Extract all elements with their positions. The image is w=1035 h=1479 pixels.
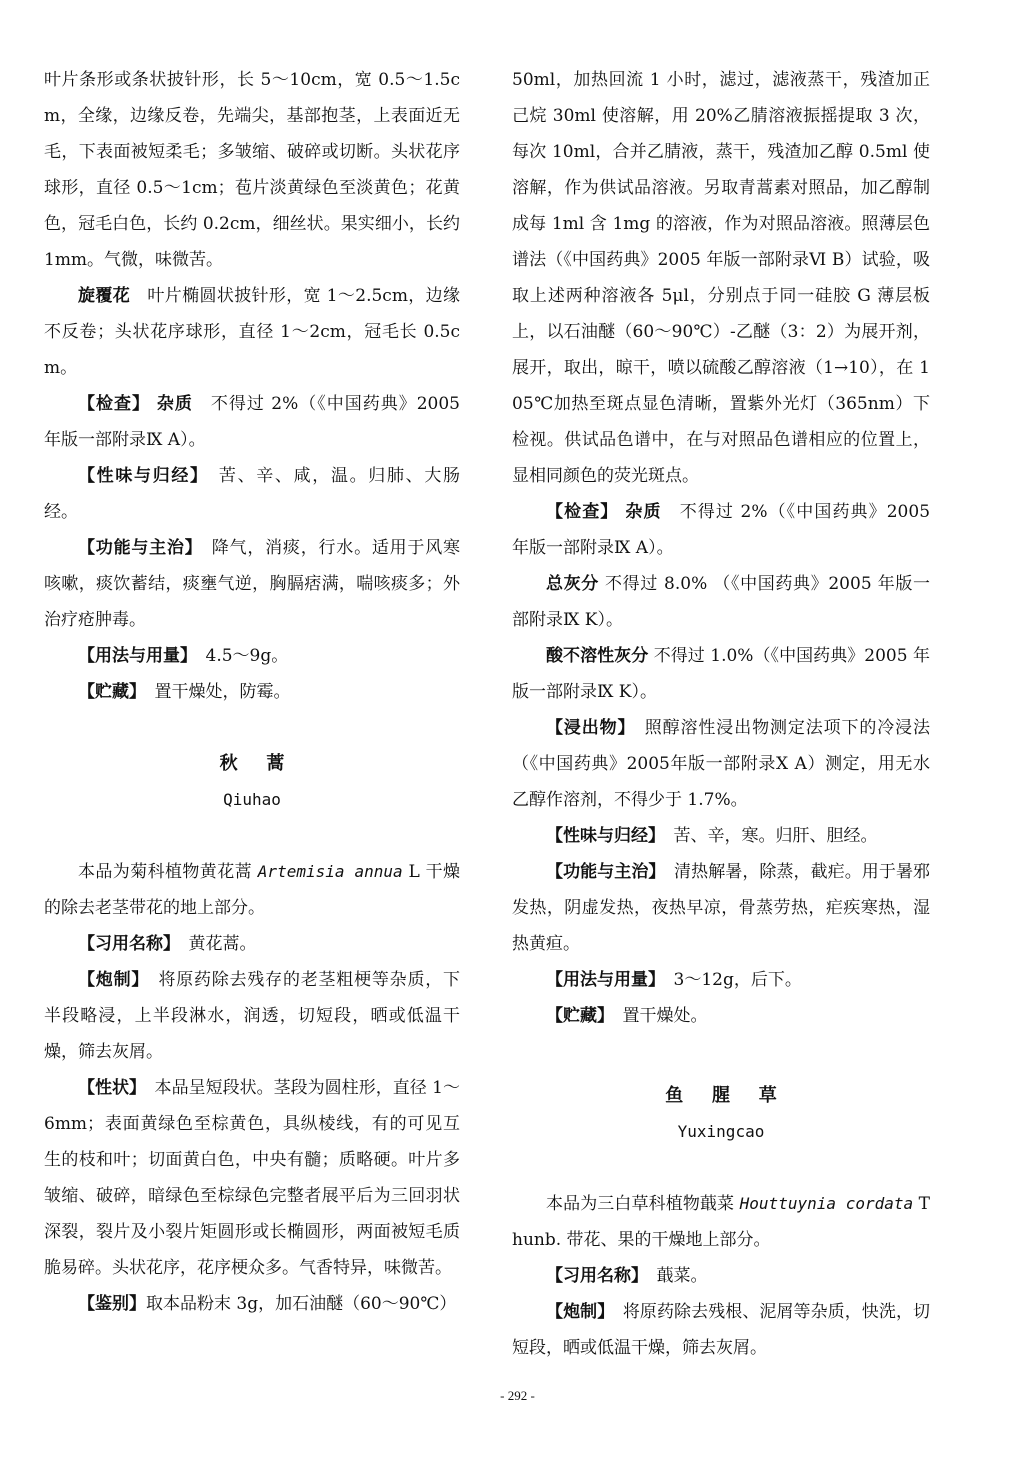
section-function <box>512 854 930 962</box>
paragraph-origin <box>512 1186 930 1258</box>
section-text: 不得过 2%（《中国药典》2005 年版一部附录Ⅸ A）。 <box>44 394 461 450</box>
section-label: 【贮藏】 <box>78 682 138 702</box>
paragraph-identification-continued: 50ml，加热回流 1 小时，滤过，滤液蒸干，残渣加正己烷 30ml 使溶解，用 20%乙腈溶液振摇提取 3 次，每次 10ml，合并乙腈液，蒸干，残渣加乙醇 0.5ml 使溶解，作为供试品溶液。另取青蒿素对照品，加乙醇制成每 1ml 含 1mg 的溶液，作为对照品溶液。照薄层色谱法（《中国药典》2005 年版一部附录Ⅵ B）试验，吸取上述两种溶液各 5μl，分别点于同一硅胶 G 薄层板上，以石油醚（60～90℃）-乙醚（3：2）为展开剂，展开，取出，晾干，喷以硫酸乙醇溶液（1→10），在 105℃加热至斑点显色清晰，置紫外光灯（365nm）下检视。供试品色谱中，在与对照品色谱相应的位置上，显相同颜色的荧光斑点。 <box>512 70 930 486</box>
origin-text: 本品为三白草科植物蕺菜 <box>546 1194 740 1214</box>
origin-text: 本品为菊科植物黄花蒿 <box>78 862 258 882</box>
section-label: 【性状】 <box>78 1078 138 1098</box>
section-text: 置干燥处，防霉。 <box>137 682 291 702</box>
section-text: 本品呈短段状。茎段为圆柱形，直径 1～6mm；表面黄绿色至棕黄色，具纵棱线，有的可见互生的枝和叶；切面黄白色，中央有髓；质略硬。叶片多皱缩、破碎，暗绿色至棕绿色完整者展平后为三回羽状深裂，裂片及小裂片矩圆形或长椭圆形，两面被短毛质脆易碎。头状花序，花序梗众多。气香特异，味微苦。 <box>44 1078 460 1278</box>
entry-pinyin: Yuxingcao <box>677 1122 765 1141</box>
section-storage <box>512 998 930 1034</box>
section-total-ash <box>512 566 930 638</box>
section-taste-meridian <box>44 458 460 530</box>
section-label: 酸不溶性灰分 <box>546 646 649 666</box>
spacer <box>44 818 460 854</box>
latin-name: Houttuynia cordata <box>739 1194 914 1213</box>
spacer <box>512 1034 930 1078</box>
section-text: 黄花蒿。 <box>171 934 257 954</box>
section-common-name <box>44 926 460 962</box>
section-identification <box>44 1286 460 1322</box>
section-storage <box>44 674 460 710</box>
section-dosage <box>44 638 460 674</box>
entry-pinyin: Qiuhao <box>223 790 281 809</box>
section-text: 4.5～9g。 <box>188 646 289 666</box>
section-label: 【检查】 杂质 <box>546 502 662 522</box>
section-label: 【用法与用量】 <box>546 970 657 990</box>
section-text: 苦、辛、咸，温。归肺、大肠经。 <box>44 466 461 522</box>
section-processing <box>44 962 460 1070</box>
term-text: 叶片椭圆状披针形，宽 1～2.5cm，边缘不反卷；头状花序球形，直径 1～2cm，冠毛长 0.5cm。 <box>44 286 461 378</box>
section-text: 不得过 8.0% （《中国药典》2005 年版一部附录Ⅸ K）。 <box>512 574 930 630</box>
spacer <box>512 1150 930 1186</box>
section-label: 【性味与归经】 <box>546 826 657 846</box>
term-label: 旋覆花 <box>78 286 131 306</box>
section-dosage <box>512 962 930 998</box>
right-column <box>512 62 930 1366</box>
section-label: 总灰分 <box>546 574 599 594</box>
section-text: 不得过 2%（《中国药典》2005 年版一部附录Ⅸ A）。 <box>512 502 931 558</box>
section-character <box>44 1070 460 1286</box>
section-label: 【性味与归经】 <box>78 466 201 486</box>
left-column <box>44 62 460 1322</box>
section-label: 【贮藏】 <box>546 1006 606 1026</box>
section-label: 【用法与用量】 <box>78 646 189 666</box>
section-text: 不得过 1.0%（《中国药典》2005 年版一部附录Ⅸ K）。 <box>512 646 930 702</box>
section-label: 【功能与主治】 <box>78 538 194 558</box>
section-label: 【习用名称】 <box>78 934 172 954</box>
paragraph-description: 叶片条形或条状披针形，长 5～10cm，宽 0.5～1.5cm，全缘，边缘反卷，先端尖，基部抱茎，上表面近无毛，下表面被短柔毛；多皱缩、破碎或切断。头状花序球形，直径 0.5～1cm；苞片淡黄绿色至淡黄色；花黄色，冠毛白色，长约 0.2cm，细丝状。果实细小，长约 1mm。气微，味微苦。 <box>44 70 460 270</box>
entry-title: 秋蒿 <box>219 753 314 774</box>
paragraph-xuanfuhua <box>44 278 460 386</box>
section-text: 照醇溶性浸出物测定法项下的冷浸法（《中国药典》2005年版一部附录Ⅹ A）测定，用无水乙醇作溶剂，不得少于 1.7%。 <box>512 718 931 810</box>
section-text: 将原药除去残根、泥屑等杂质，快洗，切短段，晒或低温干燥，筛去灰屑。 <box>512 1302 931 1358</box>
section-label: 【鉴别】 <box>78 1294 146 1314</box>
section-text: 蕺菜。 <box>639 1266 708 1286</box>
spacer <box>44 710 460 746</box>
section-label: 【习用名称】 <box>546 1266 640 1286</box>
section-acid-insoluble-ash <box>512 638 930 710</box>
section-function <box>44 530 460 638</box>
section-label: 【检查】 杂质 <box>78 394 193 414</box>
section-text: 清热解暑，除蒸，截疟。用于暑邪发热，阴虚发热，夜热早凉，骨蒸劳热，疟疾寒热，湿热黄疸。 <box>512 862 931 954</box>
section-label: 【浸出物】 <box>546 718 627 738</box>
section-text: 将原药除去残存的老茎粗梗等杂质，下半段略浸，上半段淋水，润透，切短段，晒或低温干燥，筛去灰屑。 <box>44 970 461 1062</box>
origin-text: Thunb. 带花、果的干燥地上部分。 <box>512 1194 931 1250</box>
entry-title: 鱼腥草 <box>665 1085 806 1106</box>
section-text: 3～12g，后下。 <box>656 970 802 990</box>
origin-text: L 干燥的除去老茎带花的地上部分。 <box>44 862 460 918</box>
section-label: 【炮制】 <box>78 970 141 990</box>
section-inspection <box>512 494 930 566</box>
section-text: 取本品粉末 3g，加石油醚（60～90℃） <box>146 1294 457 1314</box>
section-processing <box>512 1294 930 1366</box>
section-common-name <box>512 1258 930 1294</box>
paragraph-origin <box>44 854 460 926</box>
latin-name: Artemisia annua <box>257 862 403 881</box>
section-text: 置干燥处。 <box>605 1006 708 1026</box>
section-label: 【功能与主治】 <box>546 862 657 882</box>
section-text: 降气，消痰，行水。适用于风寒咳嗽，痰饮蓄结，痰壅气逆，胸膈痞满，喘咳痰多；外治疗疮肿毒。 <box>44 538 460 630</box>
section-taste-meridian <box>512 818 930 854</box>
section-extract <box>512 710 930 818</box>
page-number: - 292 - <box>500 1388 535 1403</box>
section-inspection <box>44 386 460 458</box>
section-label: 【炮制】 <box>546 1302 606 1322</box>
section-text: 苦、辛，寒。归肝、胆经。 <box>656 826 878 846</box>
